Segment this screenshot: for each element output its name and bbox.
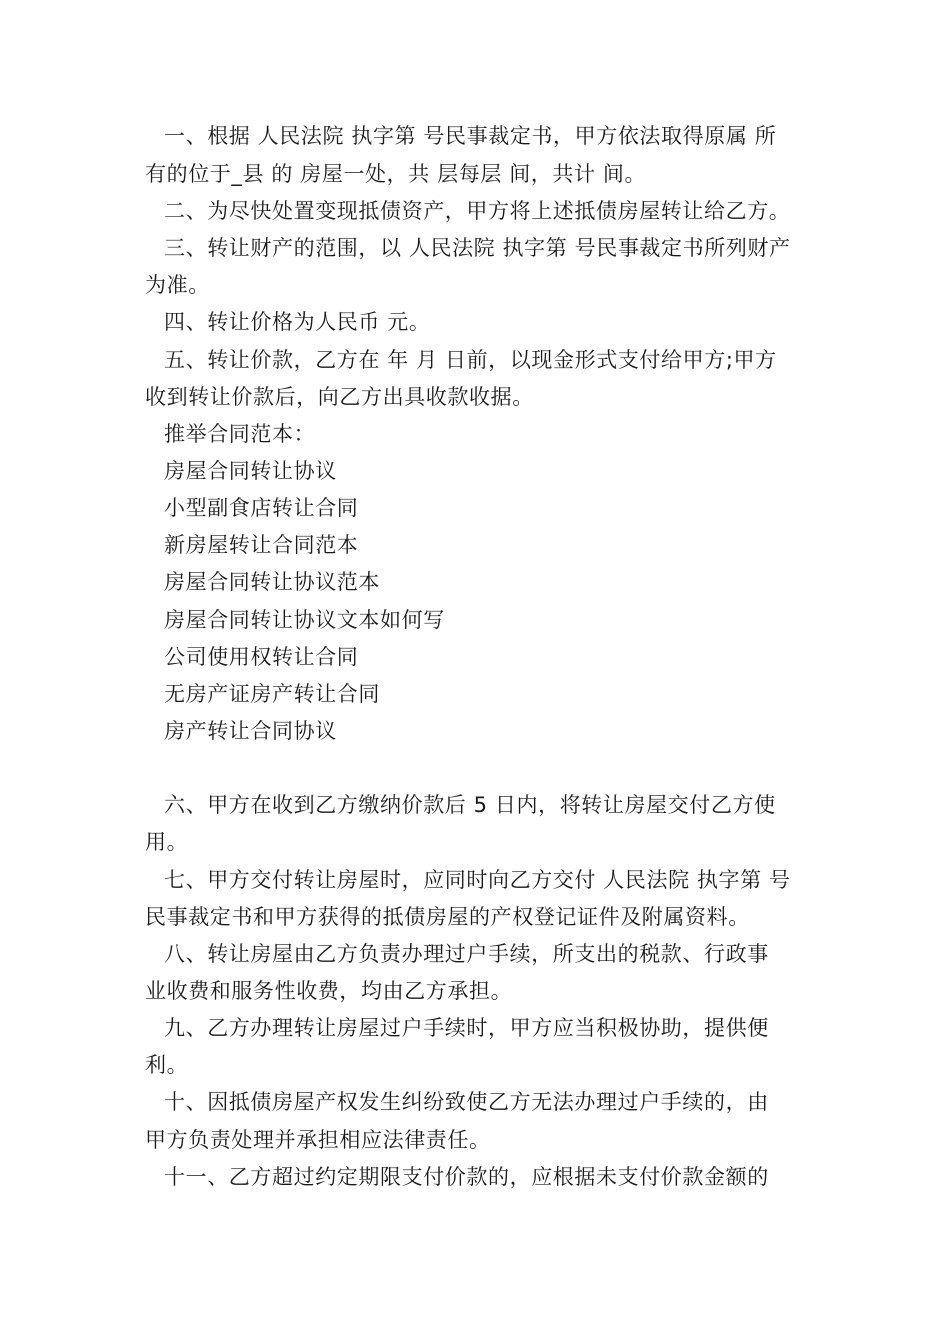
paragraph-6-line-1: 六、甲方在收到乙方缴纳价款后 5 日内，将转让房屋交付乙方使: [164, 793, 776, 817]
paragraph-2: 二、为尽快处置变现抵债资产，甲方将上述抵债房屋转让给乙方。: [164, 199, 791, 223]
paragraph-7-line-2: 民事裁定书和甲方获得的抵债房屋的产权登记证件及附属资料。: [145, 905, 750, 929]
recommend-link-8[interactable]: 房产转让合同协议: [164, 719, 337, 743]
paragraph-9-line-1: 九、乙方办理转让房屋过户手续时，甲方应当积极协助，提供便: [164, 1016, 769, 1040]
paragraph-3-line-1: 三、转让财产的范围，以 人民法院 执字第 号民事裁定书所列财产: [164, 236, 791, 260]
recommend-link-3[interactable]: 新房屋转让合同范本: [164, 533, 359, 557]
paragraph-6-line-2: 用。: [145, 830, 189, 854]
paragraph-1-line-2: 有的位于_县 的 房屋一处，共 层每层 间，共计 间。: [145, 162, 647, 186]
paragraph-7-line-1: 七、甲方交付转让房屋时，应同时向乙方交付 人民法院 执字第 号: [164, 868, 791, 892]
recommend-link-4[interactable]: 房屋合同转让协议范本: [164, 570, 380, 594]
paragraph-5-line-1: 五、转让价款，乙方在 年 月 日前，以现金形式支付给甲方;甲方: [164, 348, 777, 372]
recommend-heading: 推举合同范本：: [164, 422, 316, 446]
recommend-link-2[interactable]: 小型副食店转让合同: [164, 496, 359, 520]
paragraph-3-line-2: 为准。: [145, 273, 210, 297]
paragraph-4: 四、转让价格为人民币 元。: [164, 310, 431, 334]
recommend-link-6[interactable]: 公司使用权转让合同: [164, 645, 359, 669]
paragraph-10-line-2: 甲方负责处理并承担相应法律责任。: [145, 1128, 491, 1152]
paragraph-10-line-1: 十、因抵债房屋产权发生纠纷致使乙方无法办理过户手续的，由: [164, 1090, 769, 1114]
paragraph-9-line-2: 利。: [145, 1053, 189, 1077]
recommend-link-5[interactable]: 房屋合同转让协议文本如何写: [164, 608, 445, 632]
paragraph-5-line-2: 收到转让价款后，向乙方出具收款收据。: [145, 385, 534, 409]
paragraph-11-line-1: 十一、乙方超过约定期限支付价款的，应根据未支付价款金额的: [164, 1165, 769, 1189]
paragraph-8-line-1: 八、转让房屋由乙方负责办理过户手续，所支出的税款、行政事: [164, 942, 769, 966]
paragraph-1-line-1: 一、根据 人民法院 执字第 号民事裁定书，甲方依法取得原属 所: [164, 124, 777, 148]
recommend-link-7[interactable]: 无房产证房产转让合同: [164, 682, 380, 706]
paragraph-8-line-2: 业收费和服务性收费，均由乙方承担。: [145, 979, 513, 1003]
recommend-link-1[interactable]: 房屋合同转让协议: [164, 459, 337, 483]
